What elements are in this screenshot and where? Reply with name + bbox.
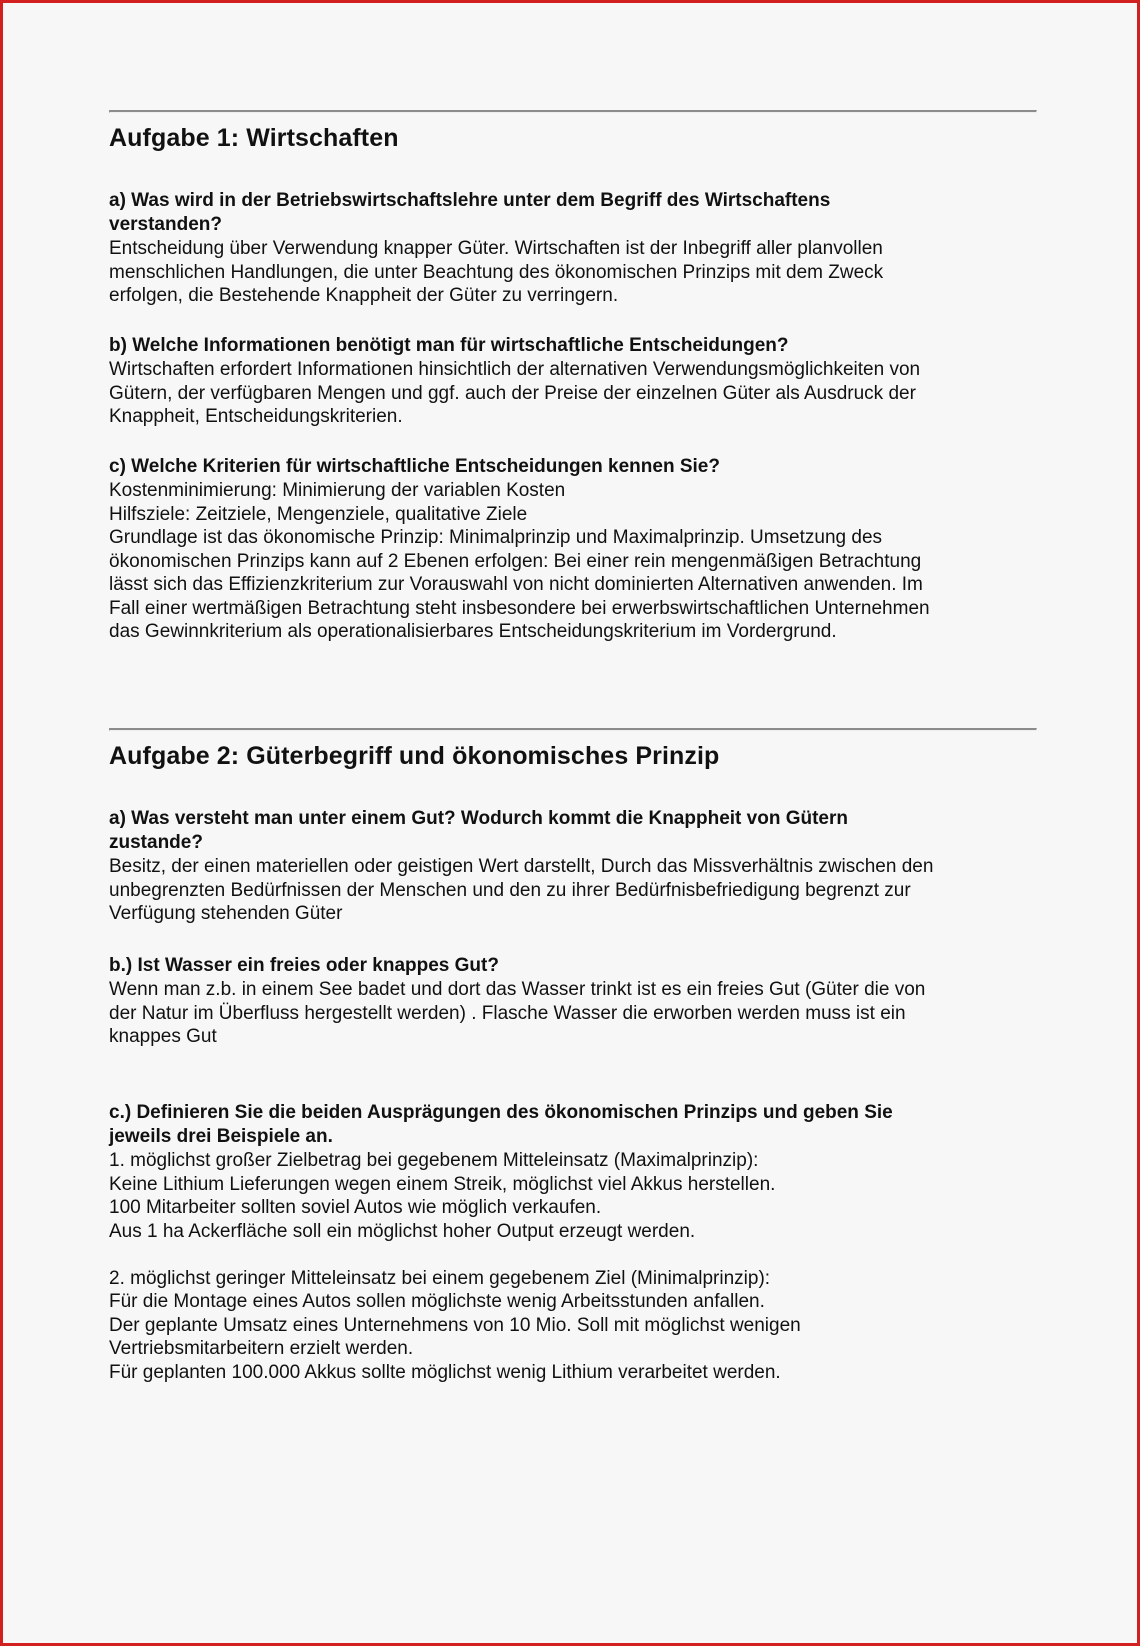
answer-line: 1. möglichst großer Zielbetrag bei gegebenem Mitteleinsatz (Maximalprinzip): bbox=[109, 1150, 759, 1171]
answer-line: Verfügung stehenden Güter bbox=[109, 903, 343, 924]
question-text bbox=[109, 334, 1037, 358]
answer-text bbox=[109, 358, 1037, 429]
answer-line: Fall einer wertmäßigen Betrachtung steht insbesondere bei erwerbswirtschaftlichen Unternehmen bbox=[109, 597, 930, 619]
question-text bbox=[109, 807, 1037, 855]
answer-line: das Gewinnkriterium als operationalisierbares Entscheidungskriterium im Vordergrund. bbox=[109, 621, 837, 642]
answer-line: unbegrenzten Bedürfnissen der Menschen und den zu ihrer Bedürfnisbefriedigung begrenzt zur bbox=[109, 879, 911, 901]
question-text bbox=[109, 954, 1037, 978]
question-line: b.) Ist Wasser ein freies oder knappes Gut? bbox=[109, 955, 499, 976]
task-1-item-c bbox=[109, 455, 1037, 644]
task-2-item-c bbox=[109, 1101, 1037, 1384]
answer-line: ökonomischen Prinzips kann auf 2 Ebenen erfolgen: Bei einer rein mengenmäßigen Betrachtung bbox=[109, 550, 922, 572]
task-2-title: Aufgabe 2: Güterbegriff und ökonomisches Prinzip bbox=[109, 742, 720, 770]
question-line: b) Welche Informationen benötigt man für wirtschaftliche Entscheidungen? bbox=[109, 335, 789, 356]
answer-text-minimal bbox=[109, 1267, 1037, 1385]
task-1-item-a bbox=[109, 189, 1037, 308]
task-2-section bbox=[109, 728, 1037, 1383]
question-line: zustande? bbox=[109, 832, 203, 853]
question-line: jeweils drei Beispiele an. bbox=[109, 1126, 333, 1147]
answer-line: erfolgen, die Bestehende Knappheit der Güter zu verringern. bbox=[109, 285, 619, 306]
answer-line: 2. möglichst geringer Mitteleinsatz bei einem gegebenem Ziel (Minimalprinzip): bbox=[109, 1267, 771, 1289]
answer-text bbox=[109, 978, 1037, 1049]
answer-text bbox=[109, 855, 1037, 926]
answer-line: Hilfsziele: Zeitziele, Mengenziele, qualitative Ziele bbox=[109, 503, 528, 525]
answer-line: Gütern, der verfügbaren Mengen und ggf. auch der Preise der einzelnen Güter als Ausdruck der bbox=[109, 382, 916, 404]
answer-text bbox=[109, 237, 1037, 308]
answer-line: Wenn man z.b. in einem See badet und dort das Wasser trinkt ist es ein freies Gut (Güter die von bbox=[109, 979, 926, 1000]
answer-line: Kostenminimierung: Minimierung der variablen Kosten bbox=[109, 480, 566, 501]
answer-line: Vertriebsmitarbeitern erzielt werden. bbox=[109, 1338, 414, 1359]
answer-line: Knappheit, Entscheidungskriterien. bbox=[109, 406, 403, 427]
answer-line: 100 Mitarbeiter sollten soviel Autos wie möglich verkaufen. bbox=[109, 1197, 602, 1218]
task-2-item-a bbox=[109, 807, 1037, 926]
question-line: c) Welche Kriterien für wirtschaftliche Entscheidungen kennen Sie? bbox=[109, 456, 720, 477]
answer-line: Besitz, der einen materiellen oder geistigen Wert darstellt, Durch das Missverhältnis zwischen den bbox=[109, 856, 934, 877]
answer-line: knappes Gut bbox=[109, 1026, 217, 1047]
answer-line: Aus 1 ha Ackerfläche soll ein möglichst hoher Output erzeugt werden. bbox=[109, 1220, 696, 1242]
task-1-section bbox=[109, 110, 1037, 642]
question-line: a) Was wird in der Betriebswirtschaftslehre unter dem Begriff des Wirtschaftens bbox=[109, 190, 831, 211]
answer-line: der Natur im Überfluss hergestellt werden) . Flasche Wasser die erworben werden muss ist ein bbox=[109, 1002, 906, 1024]
answer-line: Für geplanten 100.000 Akkus sollte möglichst wenig Lithium verarbeitet werden. bbox=[109, 1361, 781, 1383]
answer-line: Keine Lithium Lieferungen wegen einem Streik, möglichst viel Akkus herstellen. bbox=[109, 1173, 776, 1195]
question-text bbox=[109, 455, 1037, 479]
answer-line: Entscheidung über Verwendung knapper Güter. Wirtschaften ist der Inbegriff aller planvollen bbox=[109, 238, 883, 259]
answer-line: Wirtschaften erfordert Informationen hinsichtlich der alternativen Verwendungsmöglichkeiten von bbox=[109, 359, 921, 380]
question-line: a) Was versteht man unter einem Gut? Wodurch kommt die Knappheit von Gütern bbox=[109, 808, 848, 829]
section-divider bbox=[109, 110, 1037, 113]
answer-line: menschlichen Handlungen, die unter Beachtung des ökonomischen Prinzips mit dem Zweck bbox=[109, 261, 884, 283]
answer-line: Der geplante Umsatz eines Unternehmens von 10 Mio. Soll mit möglichst wenigen bbox=[109, 1314, 801, 1336]
answer-line: lässt sich das Effizienzkriterium zur Vorauswahl von nicht dominierten Alternativen anwenden. Im bbox=[109, 574, 923, 595]
answer-text bbox=[109, 479, 1037, 644]
answer-line: Für die Montage eines Autos sollen möglichste wenig Arbeitsstunden anfallen. bbox=[109, 1291, 765, 1312]
question-line: verstanden? bbox=[109, 214, 222, 235]
task-2-item-b bbox=[109, 954, 1037, 1049]
section-divider bbox=[109, 728, 1037, 731]
question-text bbox=[109, 1101, 1037, 1149]
question-line: c.) Definieren Sie die beiden Ausprägungen des ökonomischen Prinzips und geben Sie bbox=[109, 1102, 893, 1123]
answer-text bbox=[109, 1149, 1037, 1243]
task-1-title: Aufgabe 1: Wirtschaften bbox=[109, 124, 399, 152]
question-text bbox=[109, 189, 1037, 237]
answer-line: Grundlage ist das ökonomische Prinzip: Minimalprinzip und Maximalprinzip. Umsetzung des bbox=[109, 527, 883, 548]
task-1-item-b bbox=[109, 334, 1037, 429]
